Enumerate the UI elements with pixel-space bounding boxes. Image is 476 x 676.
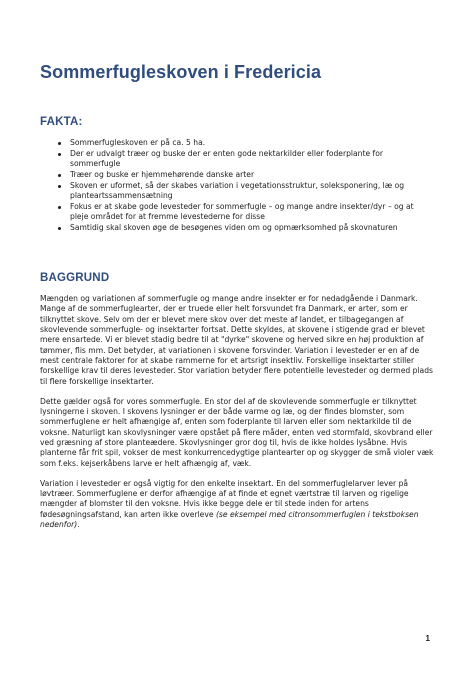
list-item-text: Samtidig skal skoven øge de besøgenes viden om og opmærksomhed på skovnaturen <box>70 223 398 232</box>
page-number: 1 <box>425 634 430 643</box>
list-item-text: Skoven er uformet, så der skabes variation i vegetationsstruktur, soleksponering, læ og planteartssammensætning <box>70 181 405 200</box>
paragraph-3-end: . <box>77 519 80 529</box>
list-item-text: Træer og buske er hjemmehørende danske arter <box>70 170 255 179</box>
paragraph-2: Dette gælder også for vores sommerfugle. En stor del af de skovlevende sommerfugle er tilknyttet lysningerne i skoven. I skovens lysninger er der både varme og læ, og der findes blomster, som sommerfuglene er helt afhængige af, enten som foderplante til larven eller som nektarkilde til de voksne. Naturligt kan skovlysninger være opstået på flere måder, enten ved stormfald, skovbrand eller ved græsning af store planteædere. Skovlysninger gror dog til, hvis de ikke holdes lysåbne. Hvis planterne får frit spil, vokser de mest konkurrencedygtige plantearter op og skygger de små violer væk som f.eks. kejserkåbens larve er helt afhængig af, væk. <box>40 396 434 468</box>
baggrund-body <box>40 294 436 540</box>
page-title: Sommerfugleskoven i Fredericia <box>40 62 322 82</box>
baggrund-heading: BAGGRUND <box>40 272 110 284</box>
list-item-text: Fokus er at skabe gode levesteder for sommerfugle – og mange andre insekter/dyr – og at pleje området for at fremme levestederne for disse <box>70 202 414 221</box>
paragraph-3-text: Variation i levesteder er også vigtig for den enkelte insektart. En del sommerfuglelarver lever på løvtræer. Sommerfuglene er derfor afhængige af at finde et egnet værtstræ til larven og rigelige mængder af blomster til den voksne. Hvis ikke begge dele er til stede inden for artens fødesøgningsafstand, kan arten ikke overleve <box>40 478 409 519</box>
list-item <box>56 181 434 201</box>
list-item <box>56 138 434 148</box>
list-item <box>56 170 434 180</box>
bullet-icon <box>58 153 61 156</box>
list-item-text: Der er udvalgt træer og buske der er enten gode nektarkilder eller foderplante for sommerfugle <box>70 149 383 168</box>
paragraph-3-italic: (se eksempel med citronsommerfuglen i tekstboksen nedenfor) <box>40 509 419 529</box>
bullet-icon <box>58 206 61 209</box>
paragraph-1: Mængden og variationen af sommerfugle og mange andre insekter er for nedadgående i Danmark. Mange af de sommerfuglearter, der er truede eller helt forsvundet fra Danmark, er arter, som er tilknyttet skove. Selv om der er blevet mere skov over det meste af landet, er tilbagegangen af skovlevende sommerfugle- og insektarter fortsat. Dette skyldes, at skovene i stigende grad er blevet mere ensartede. Vi er blevet stadig bedre til at "dyrke" skovene og herved sikre en høj produktion af tømmer, flis mm. Det betyder, at variationen i skovene forsvinder. Variation i levesteder er en af de mest centrale faktorer for at skabe rammerne for et artsrigt insektliv. Forskellige insektarter stiller forskellige krav til deres levesteder. Stor variation betyder flere potentielle levesteder og dermed plads til flere forskellige insektarter. <box>40 294 433 386</box>
fakta-list <box>56 138 434 234</box>
bullet-icon <box>58 142 61 145</box>
bullet-icon <box>58 185 61 188</box>
paragraph-3 <box>40 479 436 531</box>
fakta-heading: FAKTA: <box>40 116 83 128</box>
list-item-text: Sommerfugleskoven er på ca. 5 ha. <box>70 138 206 147</box>
list-item <box>56 223 434 233</box>
list-item <box>56 202 434 222</box>
bullet-icon <box>58 174 61 177</box>
list-item <box>56 149 434 169</box>
bullet-icon <box>58 227 61 230</box>
